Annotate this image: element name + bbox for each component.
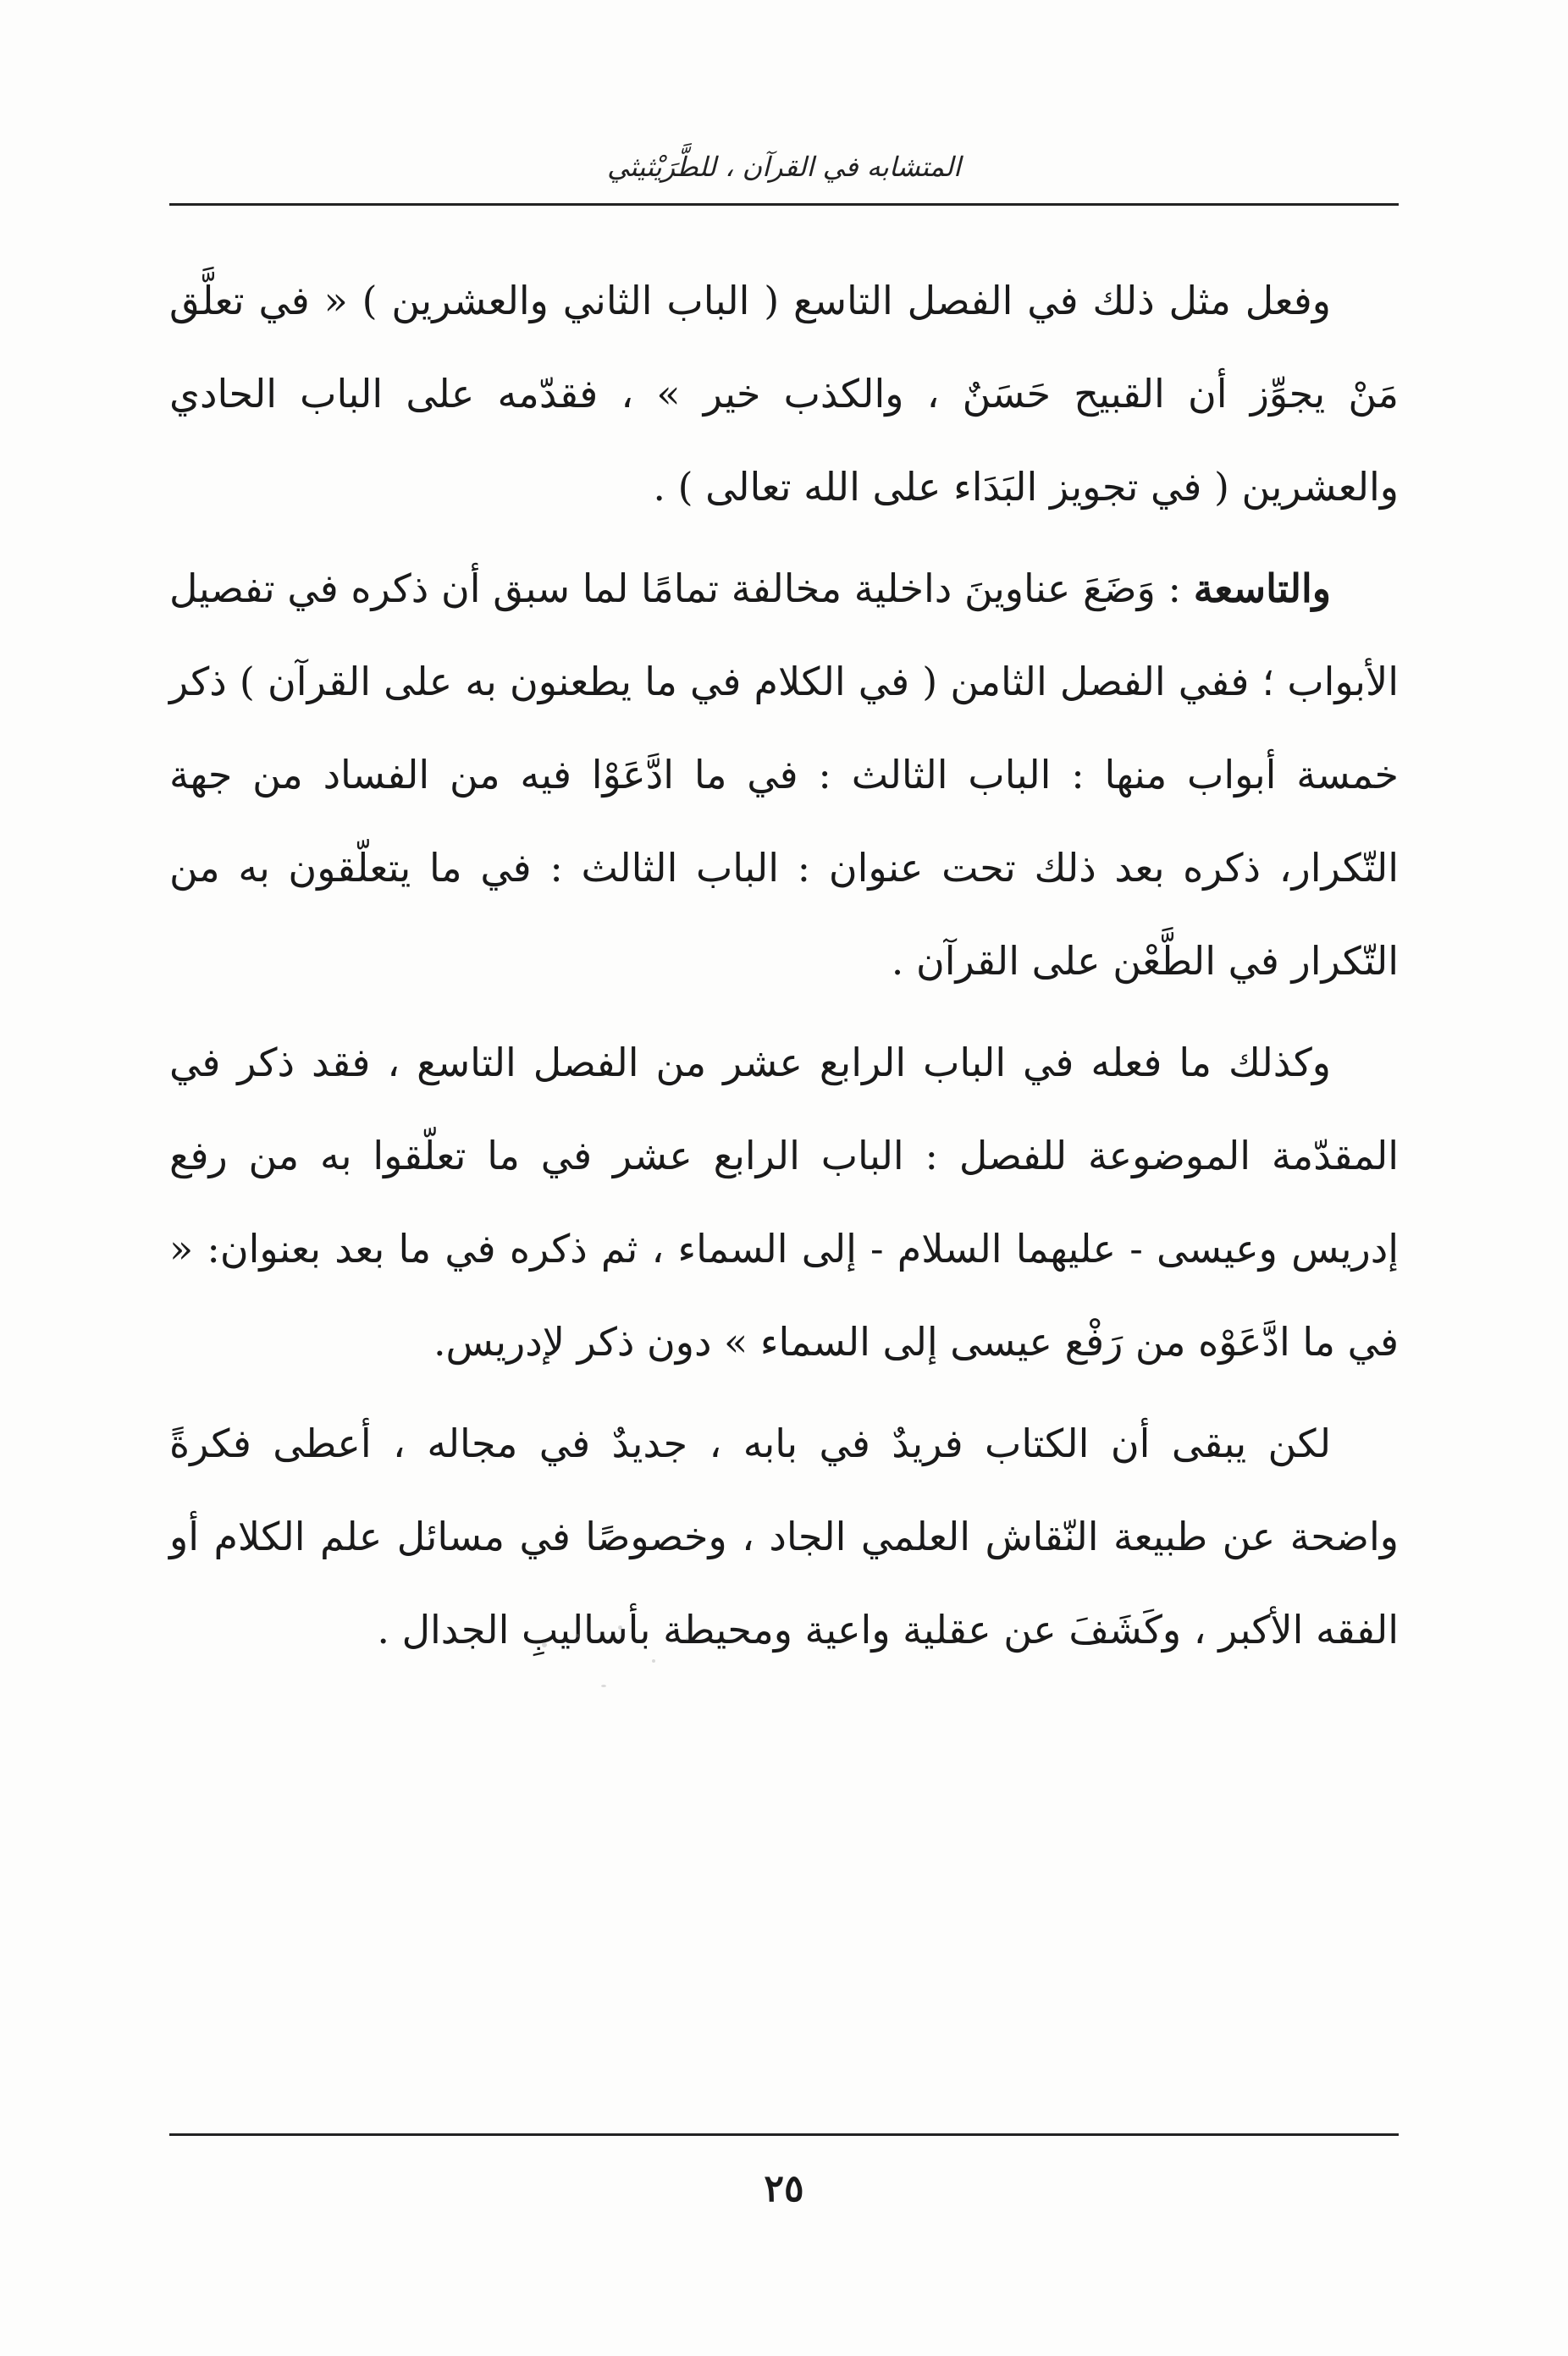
paragraph-3	[169, 1016, 1399, 1388]
paragraph-2-lead: والتاسعة	[1193, 566, 1331, 611]
paragraph-1	[169, 254, 1399, 533]
paragraph-3-text: وكذلك ما فعله في الباب الرابع عشر من الفصل التاسع ، فقد ذكر في المقدّمة الموضوعة للفصل : الباب الرابع عشر في ما تعلّقوا به من رفع إدريس وعيسى - عليهما السلام - إلى السماء ، ثم ذكره في ما بعد بعنوان: « في ما ادَّعَوْه من رَفْع عيسى إلى السماء » دون ذكر لإدريس.	[169, 1040, 1399, 1365]
running-header: المتشابه في القرآن ، للطَّرَيْثيثي	[607, 151, 961, 183]
paragraph-4	[169, 1397, 1399, 1676]
paragraph-1-text: وفعل مثل ذلك في الفصل التاسع ( الباب الثاني والعشرين ) « في تعلَّق مَنْ يجوِّز أن القبيح حَسَنٌ ، والكذب خير » ، فقدّمه على الباب الحادي والعشرين ( في تجويز البَدَاء على الله تعالى ) .	[169, 278, 1399, 510]
body-text	[169, 254, 1399, 1685]
scan-smudge	[525, 1608, 745, 1727]
paragraph-2	[169, 542, 1399, 1007]
paragraph-2-text: : وَضَعَ عناوينَ داخلية مخالفة تمامًا لما سبق أن ذكره في تفصيل الأبواب ؛ ففي الفصل الثامن ( في الكلام في ما يطعنون به على القرآن ) ذكر خمسة أبواب منها : الباب الثالث : في ما ادَّعَوْا فيه من الفساد من جهة التّكرار، ذكره بعد ذلك تحت عنوان : الباب الثالث : في ما يتعلّقون به من التّكرار في الطَّعْن على القرآن .	[169, 566, 1399, 984]
paragraph-4-text: لكن يبقى أن الكتاب فريدٌ في بابه ، جديدٌ في مجاله ، أعطى فكرةً واضحة عن طبيعة النّقاش العلمي الجاد ، وخصوصًا في مسائل علم الكلام أو الفقه الأكبر ، وكَشَفَ عن عقلية واعية ومحيطة بأساليبِ الجدال .	[169, 1421, 1399, 1653]
footer-rule	[169, 2133, 1399, 2136]
page-number: ٢٥	[764, 2167, 804, 2210]
header-rule	[169, 203, 1399, 206]
